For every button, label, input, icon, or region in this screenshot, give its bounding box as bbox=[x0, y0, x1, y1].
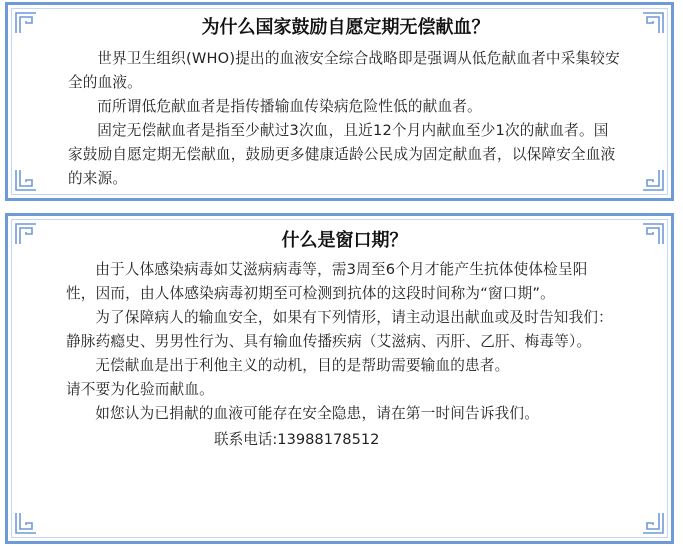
corner-ornament-icon bbox=[641, 168, 665, 192]
corner-ornament-icon bbox=[14, 511, 38, 535]
contact-phone: 联系电话:13988178512 bbox=[214, 431, 380, 448]
corner-ornament-icon bbox=[641, 222, 665, 246]
paragraph: 为了保障病人的输血安全，如果有下列情形，请主动退出献血或及时告知我们：静脉药瘾史、男男性行为、具有输血传播疾病（艾滋病、丙肝、乙肝、梅毒等）。 bbox=[66, 309, 613, 350]
paragraph: 无偿献血是出于利他主义的动机，目的是帮助需要输血的患者。 bbox=[95, 357, 510, 374]
blood-safety-panel bbox=[5, 2, 674, 201]
paragraph: 世界卫生组织(WHO)提出的血液安全综合战略即是强调从低危献血者中采集较安全的血液。 bbox=[68, 50, 620, 91]
section-title: 什么是窗口期？ bbox=[281, 230, 408, 251]
paragraph: 而所谓低危献血者是指传播输血传染病危险性低的献血者。 bbox=[97, 98, 482, 115]
paragraph: 固定无偿献血者是指至少献过3次血，且近12个月内献血至少1次的献血者。国家鼓励自愿定期无偿献血，鼓励更多健康适龄公民成为固定献血者，以保障安全血液的来源。 bbox=[68, 122, 616, 187]
paragraph: 请不要为化验而献血。 bbox=[66, 381, 214, 398]
panel-content bbox=[68, 15, 623, 191]
panel-content bbox=[66, 228, 623, 452]
corner-ornament-icon bbox=[641, 511, 665, 535]
corner-ornament-icon bbox=[14, 222, 38, 246]
corner-ornament-icon bbox=[641, 11, 665, 35]
paragraph: 性，因而，由人体感染病毒初期至可检测到抗体的这段时间称为“窗口期”。 bbox=[66, 285, 555, 302]
corner-ornament-icon bbox=[14, 11, 38, 35]
corner-ornament-icon bbox=[14, 168, 38, 192]
paragraph: 如您认为已捐献的血液可能存在安全隐患，请在第一时间告诉我们。 bbox=[95, 405, 540, 422]
section-title: 为什么国家鼓励自愿定期无偿献血？ bbox=[201, 17, 490, 38]
paragraph: 由于人体感染病毒如艾滋病病毒等，需3周至6个月才能产生抗体使体检呈阳 bbox=[95, 261, 588, 278]
window-period-panel bbox=[5, 213, 674, 544]
